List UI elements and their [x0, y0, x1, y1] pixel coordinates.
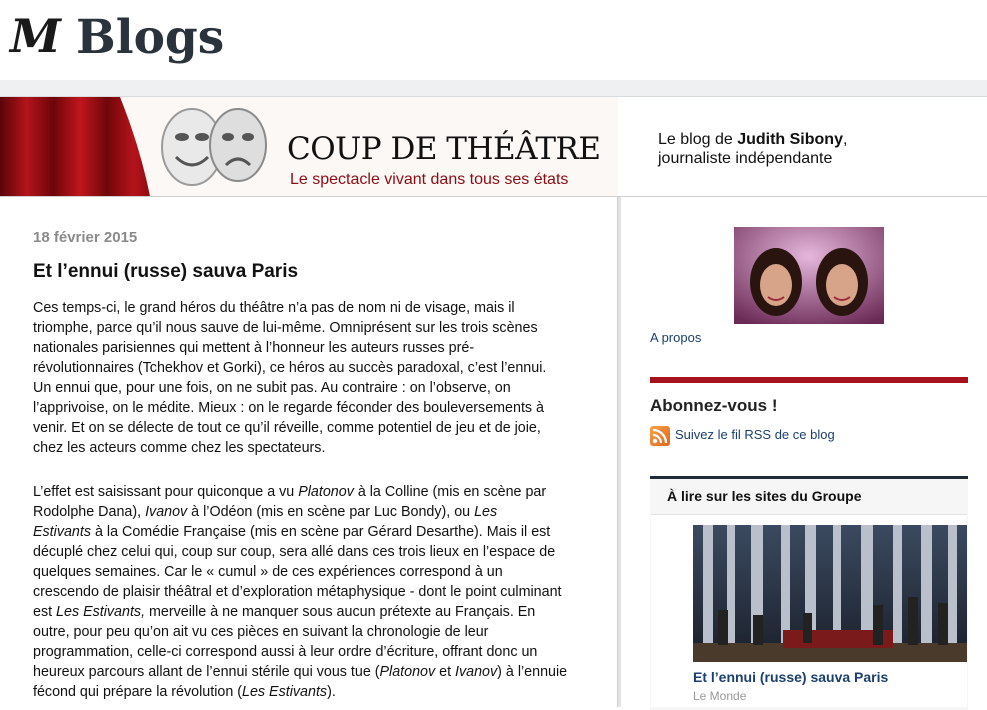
- apropos-link[interactable]: A propos: [650, 330, 702, 345]
- text-line: l’apprivoise, on le médite. Mieux : on le regarde féconder des bouleversements à: [33, 400, 545, 416]
- text-line: révolutionnaires (Tchekhov et Gorki), ce héros au succès paradoxal, c’est l’ennui.: [33, 360, 547, 376]
- byline: Le blog de Judith Sibony,: [658, 131, 848, 148]
- byline-role: journaliste indépendante: [658, 150, 833, 167]
- banner-title[interactable]: COUP DE THÉÂTRE: [287, 131, 601, 167]
- groupe-widget-title: À lire sur les sites du Groupe: [667, 488, 862, 504]
- text-line: triomphe, parce qu’il nous sauve de lui-même. Omniprésent sur les trois scènes: [33, 320, 538, 336]
- header-band: [0, 80, 987, 97]
- post-date: 18 février 2015: [33, 229, 138, 246]
- rss-glyph: [650, 426, 670, 446]
- groupe-article-source: Le Monde: [693, 689, 747, 703]
- rss-icon[interactable]: [650, 426, 670, 446]
- rss-feed-link[interactable]: Suivez le fil RSS de ce blog: [675, 427, 835, 442]
- text-line: Un ennui que, pour une fois, on ne subit pas. Au contraire : on l’observe, on: [33, 380, 511, 396]
- site-header: [0, 0, 987, 80]
- text-line: venir. Et on se délecte de tout ce qu’il réveille, comme potentiel de jeu et de joie,: [33, 420, 541, 436]
- banner-divider: [0, 196, 987, 197]
- subscribe-heading: Abonnez-vous !: [650, 396, 778, 415]
- column-divider: [617, 197, 621, 707]
- text-line: chez les acteurs comme chez les spectateurs.: [33, 440, 326, 456]
- groupe-article-link[interactable]: Et l’ennui (russe) sauva Paris: [693, 669, 889, 685]
- banner-tagline: Le spectacle vivant dans tous ses états: [290, 171, 569, 188]
- post-paragraph-2: L’effet est saisissant pour quiconque a vu Platonov à la Colline (mis en scène par Rodolphe Dana), Ivanov à l’Odéon (mis en scène par Luc Bondy), ou Les Estivants à la Comédie Française (mis en scène par Gérard Desarthe). Mais il est décuplé chez celui qui, coup sur coup, sera allé dans ces trois lieux en l’espace de quelques semaines. Car le « cumul » de ces expériences correspond à un crescendo de plaisir théâtral et d’exploration métaphysique - dont le point culminant est Les Estivants, merveille à ne manquer sous aucun prétexte au Français. En outre, pour peu qu’on ait vu ces pièces en suivant la chronologie de leur programmation, celle-ci correspond aussi à leur ordre d’écriture, offrant donc un heureux parcours allant de l’ennui stérile qui vous tue (Platonov et Ivanov) à l’ennuie fécond qui prépare la révolution (Les Estivants).: [33, 484, 568, 700]
- theatre-masks-icon: [150, 99, 280, 195]
- theatre-stage-photo[interactable]: [693, 525, 967, 662]
- author-name: Judith Sibony: [737, 131, 843, 148]
- text-line: Ces temps-ci, le grand héros du théâtre n’a pas de nom ni de visage, mais il: [33, 300, 515, 316]
- post-title[interactable]: Et l’ennui (russe) sauva Paris: [33, 261, 299, 282]
- blogs-logo-text[interactable]: Blogs: [76, 10, 225, 65]
- author-portrait-image[interactable]: [734, 227, 884, 324]
- le-monde-logo-mark[interactable]: M: [10, 9, 58, 63]
- post-paragraph-1: [33, 298, 573, 458]
- section-rule: [650, 377, 968, 383]
- text-line: nationales parisiennes qui mettent à l’honneur les auteurs russes pré-: [33, 340, 475, 356]
